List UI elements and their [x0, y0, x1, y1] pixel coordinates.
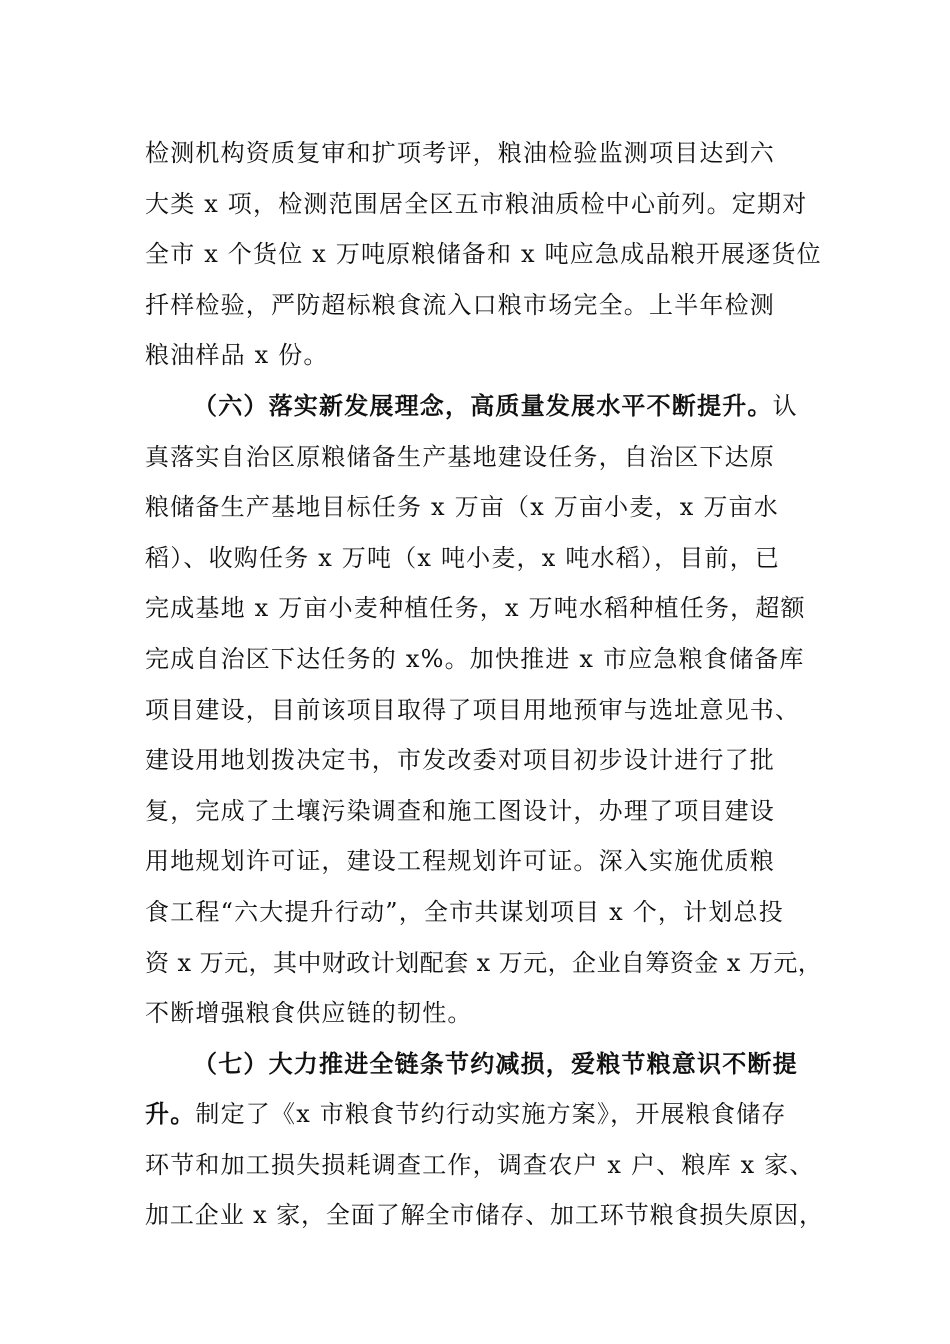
text-line: [145, 533, 825, 584]
line-text: 资 x 万元，其中财政计划配套 x 万元，企业自筹资金 x 万元，: [145, 948, 823, 977]
text-line: [145, 836, 825, 887]
line-text: 粮油样品 x 份。: [145, 341, 329, 370]
text-line: [145, 381, 825, 432]
line-text: 完成基地 x 万亩小麦种植任务，x 万吨水稻种植任务，超额: [145, 594, 806, 623]
bold-heading-text: （七）大力推进全链条节约减损，爱粮节粮意识不断提: [193, 1048, 798, 1078]
text-line: [145, 786, 825, 837]
line-text: 认: [772, 391, 798, 420]
text-line: [145, 1089, 825, 1140]
text-line: [145, 330, 825, 381]
bold-heading-text: （六）落实新发展理念，高质量发展水平不断提升。: [193, 390, 773, 420]
text-line: [145, 938, 825, 989]
text-line: [145, 1140, 825, 1191]
line-text: 复，完成了土壤污染调查和施工图设计，办理了项目建设: [145, 796, 775, 825]
text-line: [145, 128, 825, 179]
line-text: 完成自治区下达任务的 x%。加快推进 x 市应急粮食储备库: [145, 644, 805, 673]
line-text: 真落实自治区原粮储备生产基地建设任务，自治区下达原: [145, 442, 775, 471]
line-text: 全市 x 个货位 x 万吨原粮储备和 x 吨应急成品粮开展逐货位: [145, 240, 822, 269]
line-text: 检测机构资质复审和扩项考评，粮油检验监测项目达到六: [145, 139, 775, 167]
line-text: 环节和加工损失损耗调查工作，调查农户 x 户、粮库 x 家、: [145, 1150, 815, 1179]
bold-heading-text: 升。: [145, 1099, 196, 1129]
line-text: 加工企业 x 家，全面了解全市储存、加工环节粮食损失原因，: [145, 1201, 824, 1230]
text-line: [145, 735, 825, 786]
text-line: [145, 685, 825, 736]
line-text: 粮储备生产基地目标任务 x 万亩（x 万亩小麦，x 万亩水: [145, 493, 779, 522]
line-text: 食工程“六大提升行动”，全市共谋划项目 x 个，计划总投: [145, 897, 784, 926]
line-text: 用地规划许可证，建设工程规划许可证。深入实施优质粮: [145, 847, 775, 876]
text-line: [145, 887, 825, 938]
line-text: 稻）、收购任务 x 万吨（x 吨小麦，x 吨水稻），目前，已: [145, 543, 781, 572]
text-line: [145, 482, 825, 533]
line-text: 大类 x 项，检测范围居全区五市粮油质检中心前列。定期对: [145, 189, 808, 218]
line-text: 制定了《x 市粮食节约行动实施方案》，开展粮食储存: [195, 1100, 787, 1129]
text-line: [145, 432, 825, 483]
text-line: [145, 634, 825, 685]
text-line: [145, 280, 825, 331]
text-line: [145, 583, 825, 634]
line-text: 扦样检验，严防超标粮食流入口粮市场完全。上半年检测: [145, 290, 775, 319]
line-text: 不断增强粮食供应链的韧性。: [145, 999, 473, 1028]
text-line: [145, 1039, 825, 1090]
body-text: [145, 128, 825, 1241]
text-line: [145, 1190, 825, 1241]
line-text: 建设用地划拨决定书，市发改委对项目初步设计进行了批: [145, 746, 775, 775]
text-line: [145, 988, 825, 1039]
text-line: [145, 229, 825, 280]
text-line: [145, 179, 825, 230]
line-text: 项目建设，目前该项目取得了项目用地预审与选址意见书、: [145, 695, 801, 724]
